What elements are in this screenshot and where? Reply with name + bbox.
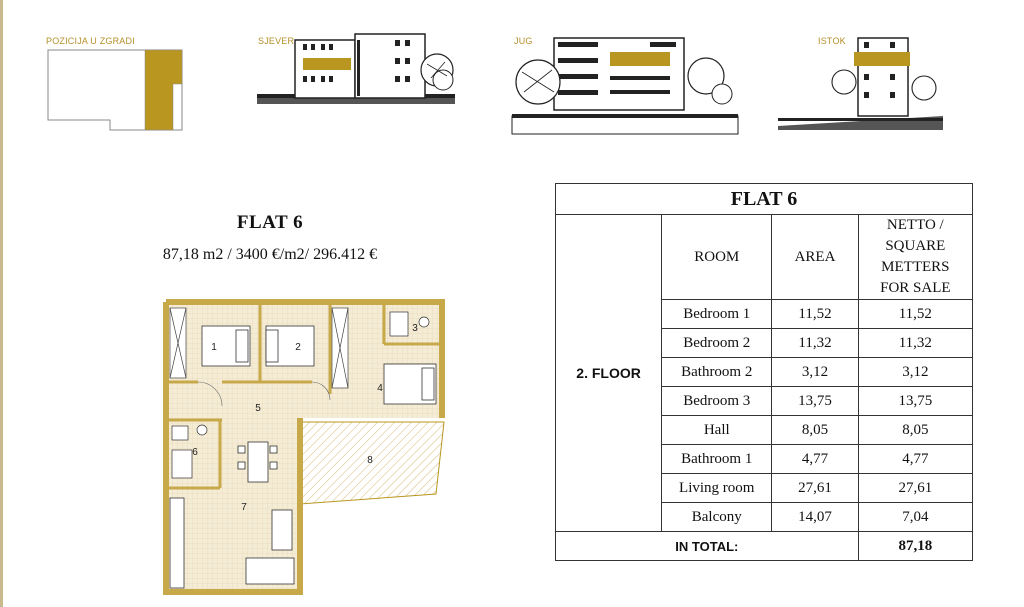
room-netto: 27,61 [858,474,972,503]
col-netto-header: NETTO / SQUARE METTERS FOR SALE [858,215,972,300]
room-netto: 11,32 [858,329,972,358]
room-area: 4,77 [772,445,858,474]
room-netto: 4,77 [858,445,972,474]
room-netto: 11,52 [858,300,972,329]
area-table [555,183,973,561]
room-name: Bedroom 3 [662,387,772,416]
room-area: 14,07 [772,503,858,532]
room-number: 1 [211,342,217,353]
room-area: 11,52 [772,300,858,329]
room-number: 4 [377,383,383,394]
flat-price-summary: 87,18 m2 / 3400 €/m2/ 296.412 € [162,246,378,263]
room-name: Living room [662,474,772,503]
room-number: 6 [192,447,198,458]
floor-label: 2. FLOOR [556,215,662,532]
room-area: 11,32 [772,329,858,358]
room-area: 8,05 [772,416,858,445]
room-name: Bedroom 1 [662,300,772,329]
col-area-header: AREA [772,215,858,300]
room-name: Bedroom 2 [662,329,772,358]
position-label: POZICIJA U ZGRADI [46,36,135,46]
room-netto: 7,04 [858,503,972,532]
room-name: Hall [662,416,772,445]
building-position-diagram [45,42,185,134]
room-area: 13,75 [772,387,858,416]
page-edge [0,0,3,607]
room-number: 2 [295,342,301,353]
room-number: 5 [255,403,261,414]
room-name: Bathroom 2 [662,358,772,387]
north-elevation-drawing [255,30,460,120]
north-label: SJEVER [258,36,295,46]
east-label: ISTOK [818,36,846,46]
room-area: 27,61 [772,474,858,503]
room-netto: 3,12 [858,358,972,387]
room-area: 3,12 [772,358,858,387]
room-netto: 13,75 [858,387,972,416]
total-label: IN TOTAL: [556,532,859,561]
table-title: FLAT 6 [556,184,973,215]
flat-title: FLAT 6 [236,212,304,233]
floor-plan [162,298,448,598]
room-number: 3 [412,323,418,334]
room-name: Bathroom 1 [662,445,772,474]
room-number: 8 [367,455,373,466]
room-name: Balcony [662,503,772,532]
col-room-header: ROOM [662,215,772,300]
total-value: 87,18 [858,532,972,561]
room-number: 7 [241,502,247,513]
south-label: JUG [514,36,533,46]
south-elevation-drawing [510,30,740,138]
total-row [556,532,973,561]
east-elevation-drawing [778,30,943,130]
room-netto: 8,05 [858,416,972,445]
